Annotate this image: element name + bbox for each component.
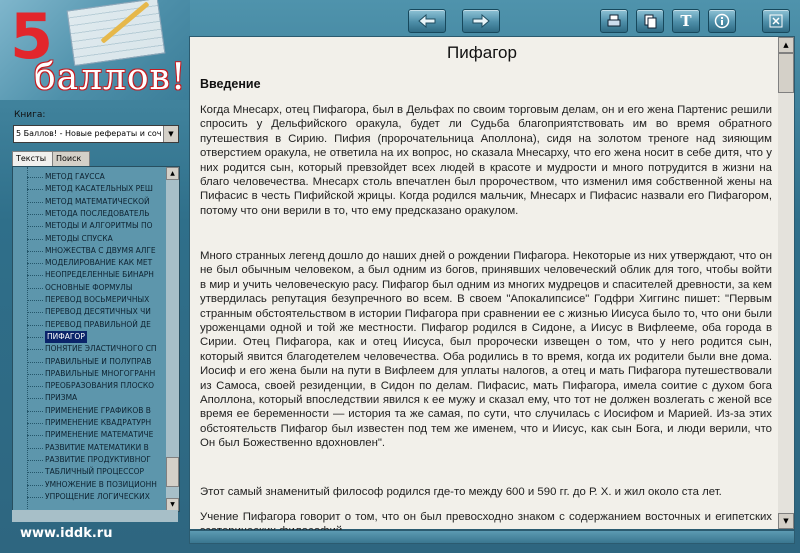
site-url[interactable]: www.iddk.ru	[20, 526, 113, 541]
tree-item[interactable]: МЕТОД ГАУССА	[45, 172, 105, 181]
tree-item[interactable]: МОДЕЛИРОВАНИЕ КАК МЕТ	[45, 258, 153, 268]
document-title: Пифагор	[447, 43, 517, 62]
document-pane	[189, 36, 795, 530]
tree-hscrollbar[interactable]	[12, 510, 178, 522]
tree-connector	[27, 485, 43, 487]
tree-connector	[27, 300, 43, 302]
tree-connector	[27, 386, 43, 388]
paragraph: Этот самый знаменитый философ родился где-то между 600 и 590 гг. до Р. Х. и жил около ста лет.	[200, 486, 722, 498]
document-heading: Введение	[200, 77, 261, 91]
tree-item[interactable]: ПРАВИЛЬНЫЕ МНОГОГРАНН	[45, 368, 156, 378]
tree-item[interactable]: ПРИМЕНЕНИЕ ГРАФИКОВ В	[45, 405, 151, 415]
topic-tree	[12, 166, 180, 512]
chevron-down-icon[interactable]: ▼	[163, 126, 178, 142]
scroll-down-icon[interactable]: ▼	[778, 513, 794, 529]
tree-connector	[27, 362, 43, 364]
status-bar	[189, 530, 795, 544]
tree-item[interactable]: ОСНОВНЫЕ ФОРМУЛЫ	[45, 282, 133, 292]
tree-connector	[27, 497, 43, 499]
logo-word: баллов!	[34, 57, 187, 98]
paragraph: Учение Пифагора говорит о том, что он был превосходно знаком с содержанием восточных и египетских	[200, 511, 772, 523]
tree-item[interactable]: ПРИЗМА	[45, 393, 78, 403]
tree-item[interactable]: МЕТОД МАТЕМАТИЧЕСКОЙ	[45, 196, 150, 206]
tree-connector	[27, 460, 43, 462]
tree-connector	[27, 448, 43, 450]
tree-item[interactable]: ПЕРЕВОД ДЕСЯТИЧНЫХ ЧИ	[45, 307, 151, 317]
font-button[interactable]	[672, 9, 700, 33]
toolbar	[190, 0, 800, 36]
close-button[interactable]	[762, 9, 790, 33]
tree-item[interactable]: ПРИМЕНЕНИЕ КВАДРАТУРН	[45, 418, 152, 427]
book-select-value: 5 Баллов! - Новые рефераты и соч	[16, 129, 162, 138]
tree-item[interactable]: РАЗВИТИЕ МАТЕМАТИКИ В	[45, 442, 149, 452]
tree-item[interactable]: МЕТОДА ПОСЛЕДОВАТЕЛЬ	[45, 208, 150, 218]
tree-connector	[27, 202, 43, 204]
copy-icon	[642, 13, 658, 29]
tree-connector	[27, 349, 43, 351]
tree-item[interactable]: ПЕРЕВОД ВОСЬМЕРИЧНЫХ	[45, 295, 150, 304]
book-label: Книга:	[14, 110, 46, 120]
text-icon: T	[680, 12, 692, 30]
tree-connector	[27, 411, 43, 413]
tree-connector	[27, 177, 43, 179]
tree-connector	[27, 214, 43, 216]
print-button[interactable]	[600, 9, 628, 33]
tree-item[interactable]: МЕТОДЫ И АЛГОРИТМЫ ПО	[45, 221, 153, 231]
document	[190, 37, 774, 529]
tree-connector	[27, 189, 43, 191]
tree-connector	[27, 325, 43, 327]
tree-connector	[27, 398, 43, 400]
tree-item[interactable]: МЕТОДЫ СПУСКА	[45, 233, 113, 243]
tree-connector	[27, 288, 43, 290]
paragraph: Когда Мнесарх, отец Пифагора, был в Дельфах по своим торговым делам, он и его жена Партенис решили спросить у Дельфийского оракула, будет ли Судьба благоприятствовать им во время обратного путешествия в Сирию. Пифия (пророчательница Аполлона), сидя на золотом треноге над зияющим отверстием оракула, не ответила на их вопрос, но сказала Мнесарху, что его жена носит в себе дитя, что у них родится сын, который превзойдет всех людей в красоте и мудрости и много потрудится в жизни на благо человечества. Мнесарх столь впечатлен был пророчеством, что изменил имя собственной жены на Пифасис в честь Пифийской жрицы. Когда родился мальчик, Мнесарх и Пифасис назвали его Пифагором, потому что они верили в то, что ему предсказано оракулом.	[200, 104, 772, 217]
tree-item[interactable]: ПОНЯТИЕ ЭЛАСТИЧНОГО СП	[45, 344, 157, 354]
close-icon	[768, 13, 784, 29]
info-button[interactable]	[708, 9, 736, 33]
book-select[interactable]	[13, 125, 179, 143]
tree-connector	[27, 239, 43, 241]
scroll-thumb[interactable]	[778, 53, 794, 93]
tree-item[interactable]: ТАБЛИЧНЫЙ ПРОЦЕССОР	[45, 467, 145, 477]
back-arrow-icon	[417, 13, 437, 29]
tree-connector	[27, 423, 43, 425]
info-icon	[714, 13, 730, 29]
scroll-up-icon[interactable]: ▲	[166, 167, 179, 180]
forward-button[interactable]	[462, 9, 500, 33]
tree-connector	[27, 251, 43, 253]
scroll-thumb[interactable]	[166, 457, 179, 487]
tree-item[interactable]: ПИФАГОР	[47, 331, 85, 341]
tree-scrollbar[interactable]	[166, 167, 179, 511]
back-button[interactable]	[408, 9, 446, 33]
logo	[0, 0, 190, 100]
document-scrollbar[interactable]	[778, 37, 794, 529]
tree-connector	[27, 312, 43, 314]
forward-arrow-icon	[471, 13, 491, 29]
tree-item[interactable]: МЕТОД КАСАТЕЛЬНЫХ РЕШ	[45, 184, 153, 194]
logo-number: 5	[10, 0, 54, 73]
copy-button[interactable]	[636, 9, 664, 33]
tree-item[interactable]: ПРИМЕНЕНИЕ МАТЕМАТИЧЕ	[45, 430, 154, 440]
tree-item[interactable]: НЕОПРЕДЕЛЕННЫЕ БИНАРН	[45, 270, 154, 280]
tree-connector	[27, 226, 43, 228]
paragraph: Много странных легенд дошло до наших дней о рождении Пифагора. Некоторые из них утверждают, что он не был обычным человеком, а был одним из богов, принявших человеческий облик для того, чтобы войти в мир и учить человеческую расу. Пифагор был одним из многих мудрецов и спасителей древности, за кем утвердилась репутация безупречного во всем. В своем "Апокалипсисе" Годфри Хиггинс пишет: "Первым странным обстоятельством в истории Пифагора при сравнении ее с жизнью Иисуса было то, что они были уроженцами одной и той же местности. Пифагор родился в Сидоне, а Иисус в Вифлееме, оба города в Сирии. Отец Пифагора, как и отец Иисуса, был пророчески извещен о том, что у него родится сын, который явится благодетелем человечества. Оба родились в то время, когда их родители были вне дома. Иосиф и его жена были на пути в Вифлеем для уплаты налогов, а отец и мать Пифагора путешествовали из Самоса, своей резиденции, в Сидон по делам. Пифасис, мать Пифагора, имела соитие с духом бога Аполлона, который впоследствии явился к ее мужу и сказал ему, что тот не должен возлегать с женой все время ее беременности — история та же самая, по сути, что случилась с Иосифом и Марией. Из-за этих обстоятельств Пифагор был известен под тем же именем, что и Иисус, как сын Бога, и люди верили, что Он был Божественно вдохновлен".	[200, 250, 772, 450]
tree-item[interactable]: МНОЖЕСТВА С ДВУМЯ АЛГЕ	[45, 245, 156, 255]
tree-connector	[27, 435, 43, 437]
tree-connector	[27, 472, 43, 474]
sidebar	[8, 104, 180, 522]
tree-connector	[27, 337, 43, 339]
scroll-up-icon[interactable]: ▲	[778, 37, 794, 53]
tree-connector	[27, 275, 43, 277]
tree-item[interactable]: РАЗВИТИЕ ПРОДУКТИВНОГ	[45, 454, 151, 464]
tree-item[interactable]: ПРАВИЛЬНЫЕ И ПОЛУПРАВ	[45, 356, 152, 366]
tree-item[interactable]: УПРОЩЕНИЕ ЛОГИЧЕСКИХ	[45, 491, 150, 501]
tree-connector	[27, 374, 43, 376]
topic-list	[13, 167, 165, 511]
print-icon	[606, 13, 622, 29]
tree-item[interactable]: ПРЕОБРАЗОВАНИЯ ПЛОСКО	[45, 381, 155, 391]
tab-search[interactable]: Поиск	[52, 151, 90, 166]
tree-item[interactable]: ПЕРЕВОД ПРАВИЛЬНОЙ ДЕ	[45, 319, 151, 329]
tree-connector	[27, 263, 43, 265]
tree-item[interactable]: УМНОЖЕНИЕ В ПОЗИЦИОНН	[45, 479, 157, 489]
scroll-down-icon[interactable]: ▼	[166, 498, 179, 511]
tab-texts[interactable]: Тексты	[12, 151, 54, 166]
